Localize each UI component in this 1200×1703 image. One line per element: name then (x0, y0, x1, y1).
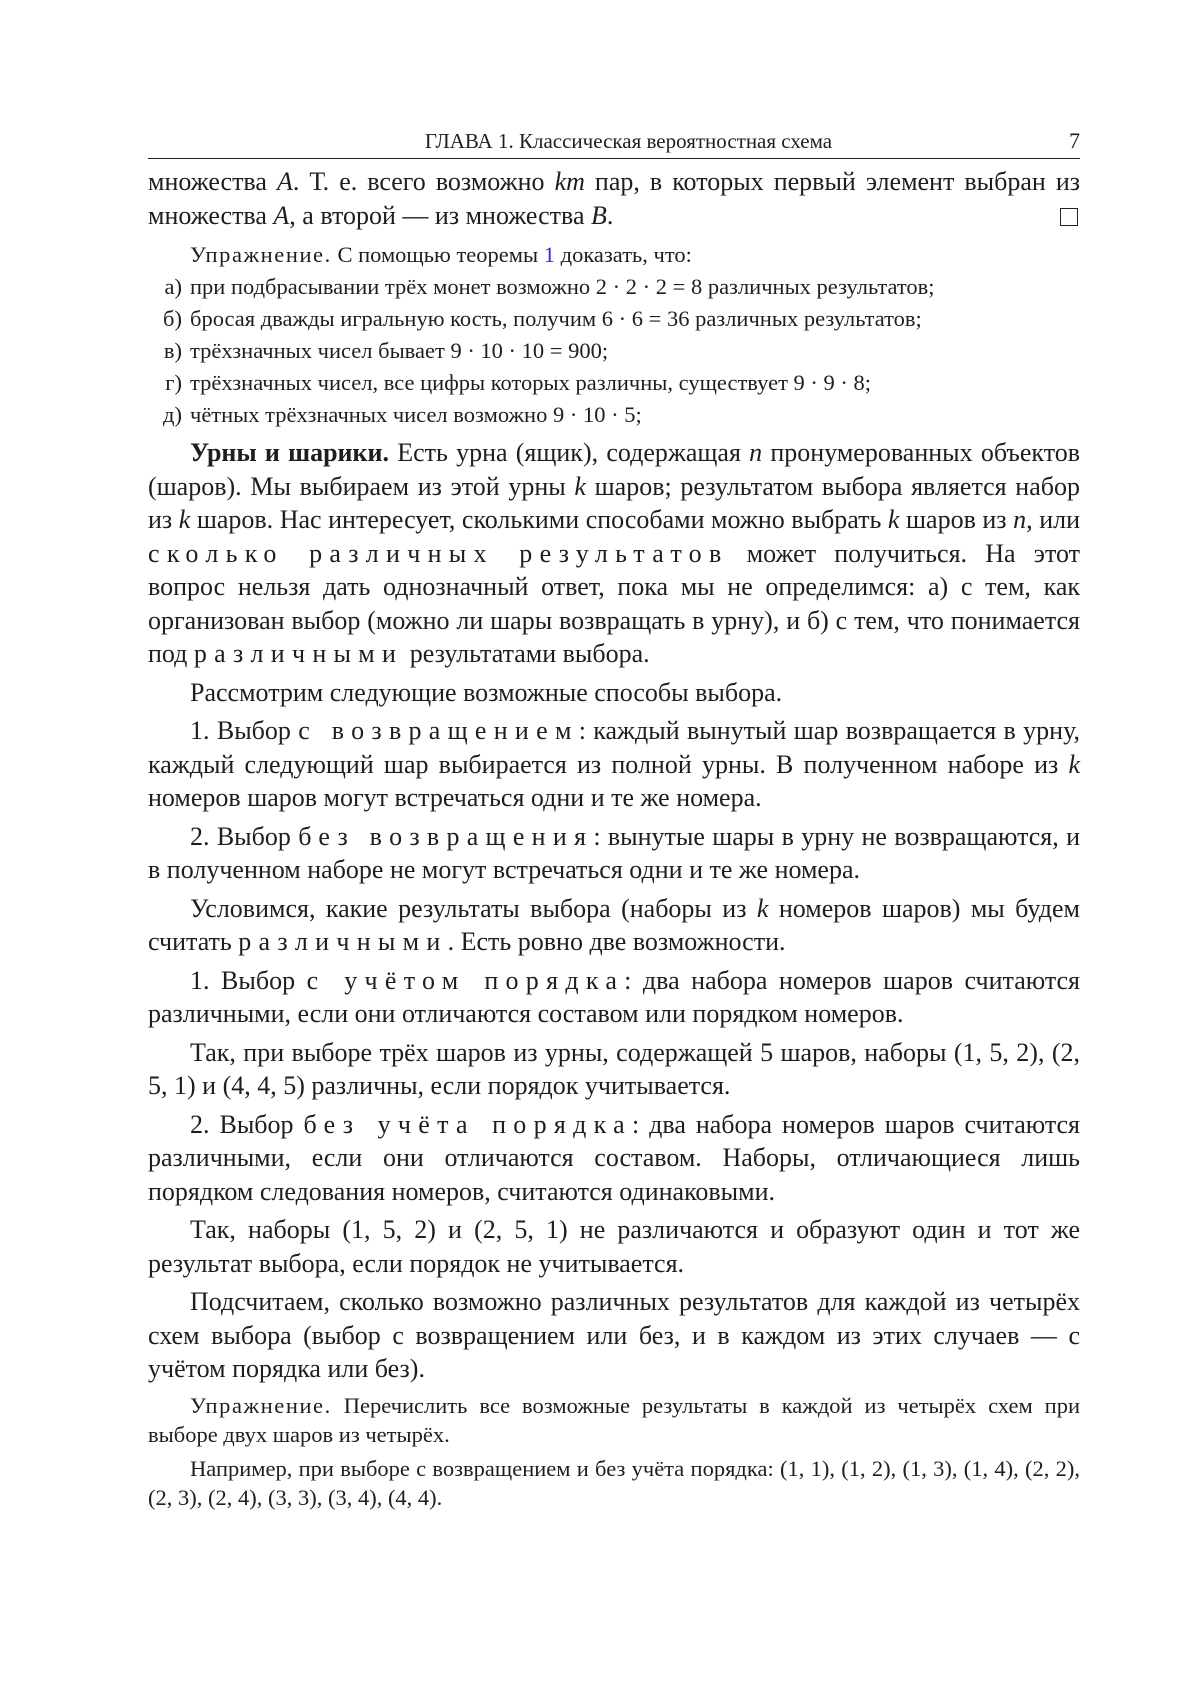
section-heading: Урны и шарики. (190, 438, 389, 467)
book-page (148, 128, 1080, 1512)
emphasis: различными (238, 927, 447, 956)
item-text: бросая дважды игральную кость, получим 6 · 6 = 36 различных результатов; (190, 303, 1080, 335)
emphasis: с возвращением (298, 716, 578, 745)
qed-square-icon (1060, 208, 1078, 226)
page-body (148, 165, 1080, 1512)
item-marker: д) (148, 399, 190, 431)
item-text: чётных трёхзначных чисел возможно 9 · 10 · 5; (190, 399, 1080, 431)
item-text: трёхзначных чисел бывает 9 · 10 · 10 = 900; (190, 335, 1080, 367)
emphasis: с учётом порядка (307, 966, 625, 995)
math-symbol: B (591, 201, 607, 230)
method-with-replacement: 1. Выбор с возвращением: каждый вынутый шар возвращается в урну, каждый следующий шар выбирается из полной урны. В полученном наборе из k номеров шаров могут встречаться одни и те же номера. (148, 714, 1080, 815)
item-text: трёхзначных чисел, все цифры которых различны, существует 9 · 9 · 8; (190, 367, 1080, 399)
running-header (148, 128, 1080, 159)
math-symbol: A (273, 201, 289, 230)
order-ignored: 2. Выбор без учёта порядка: два набора номеров шаров считаются различными, если они отличаются составом. Наборы, отличающиеся лишь порядком следования номеров, считаются одинаковыми. (148, 1108, 1080, 1209)
example-listing: Например, при выборе с возвращением и без учёта порядка: (1, 1), (1, 2), (1, 3), (1, 4), (2, 2), (2, 3), (2, 4), (3, 3), (3, 4), (4, 4). (148, 1454, 1080, 1512)
count-paragraph: Подсчитаем, сколько возможно различных результатов для каждой из четырёх схем выбора (выбор с возвращением или без, и в каждом из этих случаев — с учётом порядка или без). (148, 1285, 1080, 1386)
item-text: при подбрасывании трёх монет возможно 2 · 2 · 2 = 8 различных результатов; (190, 271, 1080, 303)
urns-paragraph: Урны и шарики. Есть урна (ящик), содержащая n пронумерованных объектов (шаров). Мы выбираем из этой урны k шаров; результатом выбора является набор из k шаров. Нас интересует, сколькими способами можно выбрать k шаров из n, или сколько различных результатов может получиться. На этот вопрос нельзя дать однозначный ответ, пока мы не определимся: а) с тем, как организован выбор (можно ли шары возвращать в урну), и б) с тем, что понимается под различными результатами выбора. (148, 436, 1080, 671)
exercise-intro: Упражнение. С помощью теоремы 1 доказать, что: (148, 240, 1080, 269)
exercise-two: Упражнение. Перечислить все возможные результаты в каждой из четырёх схем при выборе двух шаров из четырёх. (148, 1391, 1080, 1449)
proof-continuation: множества A. Т. е. всего возможно km пар, в которых первый элемент выбран из множества A, а второй — из множества B. (148, 165, 1080, 232)
item-marker: в) (148, 335, 190, 367)
item-marker: б) (148, 303, 190, 335)
example-unordered: Так, наборы (1, 5, 2) и (2, 5, 1) не различаются и образуют один и тот же результат выбора, если порядок не учитывается. (148, 1213, 1080, 1280)
emphasis: сколько различных результатов (148, 539, 729, 568)
exercise-label: Упражнение. (190, 242, 332, 267)
emphasis: без возвращения (298, 822, 593, 851)
exercise-label: Упражнение. (190, 1393, 332, 1418)
exercise-block (148, 240, 1080, 431)
theorem-link[interactable]: 1 (544, 242, 555, 267)
exercise-item (148, 399, 1080, 431)
exercise-item (148, 335, 1080, 367)
emphasis: различными (194, 639, 403, 668)
math-symbol: A (277, 167, 293, 196)
exercise-item (148, 303, 1080, 335)
item-marker: г) (148, 367, 190, 399)
example-ordered: Так, при выборе трёх шаров из урны, содержащей 5 шаров, наборы (1, 5, 2), (2, 5, 1) и (4, 4, 5) различны, если порядок учитывается. (148, 1036, 1080, 1103)
math-symbol: km (555, 167, 585, 196)
exercise-item (148, 367, 1080, 399)
item-marker: а) (148, 271, 190, 303)
order-considered: 1. Выбор с учётом порядка: два набора номеров шаров считаются различными, если они отличаются составом или порядком номеров. (148, 964, 1080, 1031)
exercise-item (148, 271, 1080, 303)
exercise-list (148, 271, 1080, 431)
emphasis: без учёта порядка (304, 1110, 632, 1139)
chapter-title: ГЛАВА 1. Классическая вероятностная схема (148, 129, 1069, 154)
consider-paragraph: Рассмотрим следующие возможные способы выбора. (148, 676, 1080, 710)
page-number: 7 (1069, 128, 1080, 154)
method-without-replacement: 2. Выбор без возвращения: вынутые шары в урну не возвращаются, и в полученном наборе не могут встречаться одни и те же номера. (148, 820, 1080, 887)
agree-paragraph: Условимся, какие результаты выбора (наборы из k номеров шаров) мы будем считать различными. Есть ровно две возможности. (148, 892, 1080, 959)
